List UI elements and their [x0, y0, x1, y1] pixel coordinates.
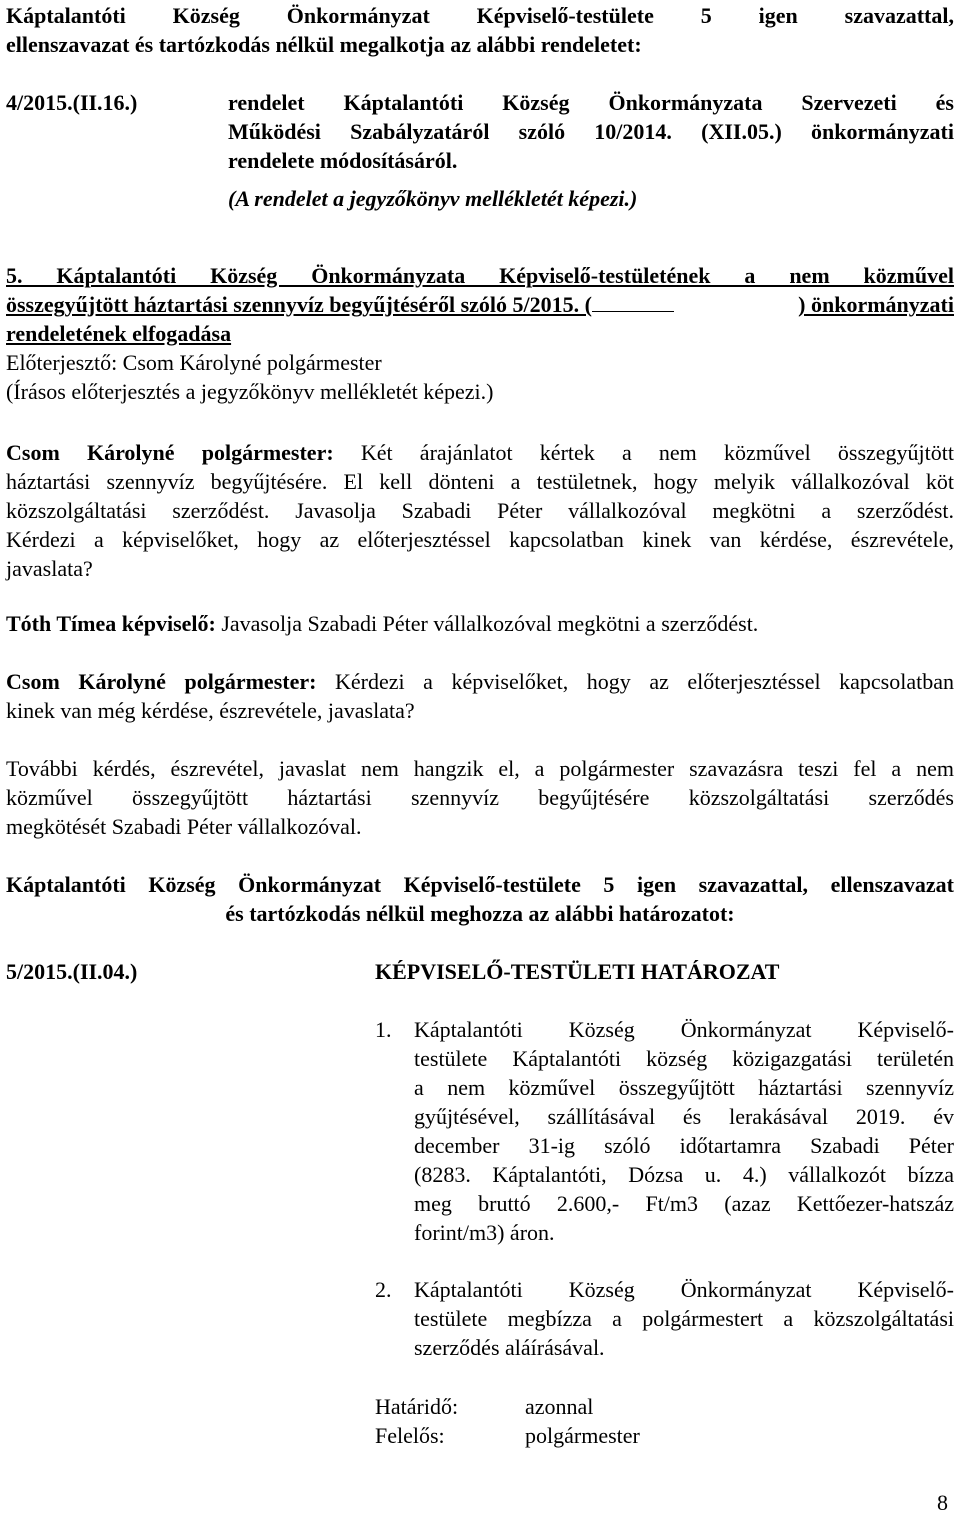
- agenda-title-part: ) önkormányzati: [798, 292, 954, 317]
- item-line: szerződés aláírásával.: [414, 1335, 605, 1360]
- decree-note: (A rendelet a jegyzőkönyv mellékletét képezi.): [228, 186, 638, 211]
- agenda-written-note: (Írásos előterjesztés a jegyzőkönyv mellékletét képezi.): [6, 379, 494, 404]
- speaker-name: Tóth Tímea képviselő:: [6, 611, 216, 636]
- decree-title-line: Működési Szabályzatáról szóló 10/2014. (XII.05.) önkormányzati: [228, 119, 954, 144]
- resolution-number: 5/2015.(II.04.): [6, 959, 138, 984]
- paragraph-toth: [6, 609, 954, 638]
- agenda-title-line: rendeletének elfogadása: [6, 321, 232, 346]
- resolution-item-number: 1.: [375, 1017, 392, 1042]
- paragraph-line: közszolgáltatási szerződést. Javasolja Szabadi Péter vállalkozóval megkötni a szerződést.: [6, 498, 954, 523]
- resolution-title: KÉPVISELŐ-TESTÜLETI HATÁROZAT: [375, 959, 780, 984]
- speaker-name: Csom Károlyné polgármester:: [6, 669, 317, 694]
- item-line: december 31-ig szóló időtartamra Szabadi Péter: [414, 1133, 954, 1158]
- item-line: testülete megbízza a polgármestert a közszolgáltatási: [414, 1306, 954, 1331]
- header-vote-line: Káptalantóti Község Önkormányzat Képviselő-testülete 5 igen szavazattal,: [6, 3, 954, 28]
- resolution-vote: [6, 870, 954, 928]
- item-line: a nem közművel összegyűjtött háztartási szennyvíz: [414, 1075, 954, 1100]
- decree-title: [228, 88, 954, 213]
- agenda-title-line: [6, 290, 954, 319]
- header-vote-line: ellenszavazat és tartózkodás nélkül megalkotja az alábbi rendeletet:: [6, 32, 642, 57]
- agenda-presenter: Előterjesztő: Csom Károlyné polgármester: [6, 350, 382, 375]
- agenda-item-5: [6, 261, 954, 406]
- paragraph-line: háztartási szennyvíz begyűjtésére. El kell dönteni a testületnek, hogy melyik vállalkozóval köt: [6, 469, 954, 494]
- deadline-value: azonnal: [525, 1394, 594, 1419]
- item-line: (8283. Káptalantóti, Dózsa u. 4.) vállalkozót bízza: [414, 1162, 954, 1187]
- item-line: meg bruttó 2.600,- Ft/m3 (azaz Kettőezer-hatszáz: [414, 1191, 954, 1216]
- agenda-title-line: 5. Káptalantóti Község Önkormányzata Képviselő-testületének a nem közművel: [6, 263, 954, 288]
- item-line: Káptalantóti Község Önkormányzat Képviselő-: [414, 1277, 954, 1302]
- paragraph-line: Csom Károlyné polgármester: Két árajánlatot kértek a nem közművel összegyűjtött: [6, 440, 954, 465]
- paragraph-mayor-1: [6, 438, 954, 583]
- resolution-item-text: [414, 1275, 954, 1362]
- decree-number: 4/2015.(II.16.): [6, 90, 138, 115]
- item-line: forint/m3) áron.: [414, 1220, 555, 1245]
- header-vote: [6, 1, 954, 59]
- resolution-vote-line: Káptalantóti Község Önkormányzat Képviselő-testülete 5 igen szavazattal, ellenszavazat: [6, 872, 954, 897]
- paragraph-line: További kérdés, észrevétel, javaslat nem hangzik el, a polgármester szavazásra teszi fel a nem: [6, 756, 954, 781]
- paragraph-line: Csom Károlyné polgármester: Kérdezi a képviselőket, hogy az előterjesztéssel kapcsolatban: [6, 669, 954, 694]
- paragraph-vote-call: [6, 754, 954, 841]
- agenda-title-part: összegyűjtött háztartási szennyvíz begyűjtéséről szóló 5/2015. (: [6, 290, 674, 319]
- paragraph-line: Tóth Tímea képviselő: Javasolja Szabadi Péter vállalkozóval megkötni a szerződést.: [6, 611, 759, 636]
- page-number: 8: [937, 1490, 948, 1515]
- decree-title-line: rendelete módosításáról.: [228, 148, 458, 173]
- paragraph-line: kinek van még kérdése, észrevétele, javaslata?: [6, 698, 415, 723]
- speaker-name: Csom Károlyné polgármester:: [6, 440, 334, 465]
- decree-title-line: rendelet Káptalantóti Község Önkormányzata Szervezeti és: [228, 90, 954, 115]
- resolution-vote-line: és tartózkodás nélkül meghozza az alábbi határozatot:: [225, 901, 735, 926]
- responsible-value: polgármester: [525, 1423, 640, 1448]
- responsible-label: Felelős:: [375, 1423, 445, 1448]
- paragraph-line: közművel összegyűjtött háztartási szennyvíz begyűjtésére közszolgáltatási szerződés: [6, 785, 954, 810]
- resolution-item-text: [414, 1015, 954, 1247]
- paragraph-line: megkötését Szabadi Péter vállalkozóval.: [6, 814, 362, 839]
- deadline-label: Határidő:: [375, 1394, 459, 1419]
- item-line: Káptalantóti Község Önkormányzat Képviselő-: [414, 1017, 954, 1042]
- paragraph-mayor-2: [6, 667, 954, 725]
- paragraph-line: javaslata?: [6, 556, 93, 581]
- item-line: testülete Káptalantóti község közigazgatási területén: [414, 1046, 954, 1071]
- resolution-item-number: 2.: [375, 1277, 392, 1302]
- item-line: gyűjtésével, szállításával és lerakásával 2019. év: [414, 1104, 954, 1129]
- paragraph-line: Kérdezi a képviselőket, hogy az előterjesztéssel kapcsolatban kinek van kérdése, észrevétele,: [6, 527, 954, 552]
